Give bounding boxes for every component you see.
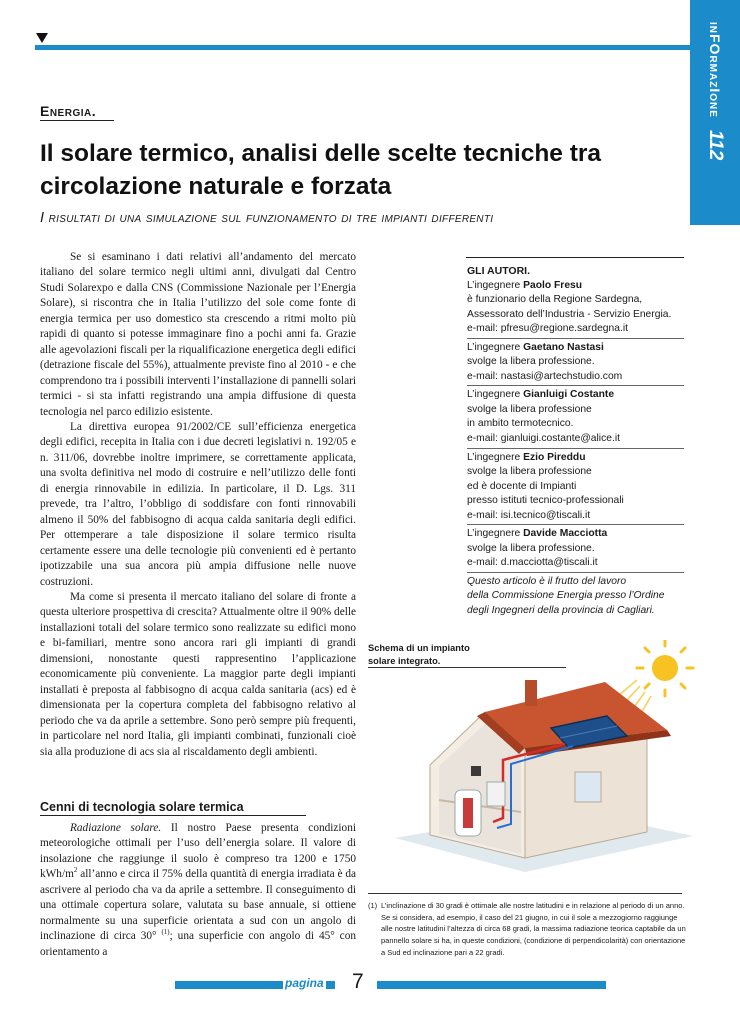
paragraph: La direttiva europea 91/2002/CE sull’efficienza energetica degli edifici, recepita in Italia con i due decreti legislativi n. 192/05 e n. 311/06, dovrebbe inoltre imprimere, se correttamente applicata, una svolta definitiva nel modo di costruire e nell’utilizzo delle fonti di energia rinnovabile in edilizia. In particolare, il D. Lgs. 311 prevede, tra l’altro, l’obbligo di soddisfare con fonti rinnovabili almeno il 50% del fabbisogno di acqua calda sanitaria degli edifici. Per ottemperare a tale disposizione il solare termico risulta certamente essere una delle tecnologie più convenienti ed è pertanto ipotizzabile una sua ancora più ampia diffusione nelle nuove costruzioni. — [40, 420, 356, 588]
author-line: svolge la libera professione — [467, 466, 592, 478]
author-entry: L’ingegnere Gianluigi Costante svolge la libera professione in ambito termotecnico. e-mail: gianluigi.costante@alice.it — [467, 388, 684, 448]
authors-note: Questo articolo è il frutto del lavoro della Commissione Energia presso l’Ordine degli Ingegneri della provincia di Cagliari. — [467, 575, 665, 617]
author-line: svolge la libera professione. — [467, 542, 595, 554]
author-email[interactable]: e-mail: d.macciotta@tiscali.it — [467, 557, 598, 569]
article-title: Il solare termico, analisi delle scelte tecniche tra circolazione naturale e forzata — [40, 140, 602, 200]
author-name: Paolo Fresu — [523, 279, 583, 291]
author-line: è funzionario della Regione Sardegna, — [467, 294, 643, 306]
paragraph: Ma come si presenta il mercato italiano del solare di fronte a questa ulteriore prospettiva di crescita? Attualmente oltre il 90% delle installazioni totali del solare termico sono realizzate su edifici mono e bi-familiari, mentre sono ancora rari gli impianti di grandi dimensioni, nonostante questi rappresentino l’applicazione economicamente più conveniente. La maggior parte degli impianti installati è preposta al fabbisogno di acqua calda sanitaria (acs) ed è dimensionata per la copertura completa del fabbisogno relativo al periodo che va da aprile a settembre. Sono però sempre più frequenti, in particolare nel nord Italia, gli impianti combinati, funzionali cioè sia alla produzione di acs sia al riscaldamento degli ambienti. — [40, 590, 356, 758]
paragraph: Se si esaminano i dati relativi all’andamento del mercato italiano del solare termico negli ultimi anni, divulgati dal Centro Studi Solarexpo e dalla CNS (Commissione Nazionale per l’Energia Solare), si riscontra che in Italia l’utilizzo del sole come fonte di energia termica per uso domestico sta crescendo a ritmi molto più rapidi di quanto si potesse immaginare fino a pochi anni fa. Grazie alle agevolazioni fiscali per la riqualificazione energetica degli edifici (detrazione fiscale del 55%), attualmente previste fino al 2010 - e che comprendono tra i possibili interventi l’installazione di pannelli solari termici - si sta infatti registrando una ampia diffusione di questa tecnologia nel parco edilizio esistente. — [40, 251, 356, 418]
author-line: ed è docente di Impianti — [467, 480, 577, 492]
section-label: Energia. — [40, 103, 114, 121]
triangle-marker-icon — [36, 33, 48, 43]
tab-label: inFOrmazIone — [707, 22, 723, 118]
author-name: Davide Macciotta — [523, 528, 608, 540]
tab-number: 112 — [705, 129, 726, 161]
author-email[interactable]: e-mail: gianluigi.costante@alice.it — [467, 433, 620, 445]
section-subheading: Cenni di tecnologia solare termica — [40, 800, 306, 816]
footer-bar — [377, 981, 606, 989]
author-entry: L’ingegnere Paolo Fresu è funzionario della Regione Sardegna, Assessorato dell’Industria - Servizio Energia. e-mail: pfresu@regione.sardegna.it — [467, 279, 684, 339]
author-name: Gaetano Nastasi — [523, 341, 604, 353]
author-name: Gianluigi Costante — [523, 389, 615, 401]
author-email[interactable]: e-mail: isi.tecnico@tiscali.it — [467, 509, 591, 521]
author-line: presso istituti tecnico-professionali — [467, 495, 624, 507]
solar-house-illustration — [375, 640, 695, 880]
page-number: 7 — [352, 970, 364, 993]
boiler — [487, 782, 505, 806]
body-column-2 — [40, 821, 356, 960]
author-entry: L’ingegnere Ezio Pireddu svolge la libera professione ed è docente di Impianti presso istituti tecnico-professionali e-mail: isi.tecnico@tiscali.it — [467, 451, 684, 526]
author-email[interactable]: e-mail: pfresu@regione.sardegna.it — [467, 323, 628, 335]
body-column — [40, 250, 356, 760]
authors-rule — [466, 257, 684, 258]
footnote-ref[interactable]: (1) — [161, 928, 170, 937]
authors-box — [467, 264, 697, 619]
footnote — [368, 900, 686, 959]
footer-label: pagina — [285, 976, 324, 990]
footnote-text: L’inclinazione di 30 gradi è ottimale alle nostre latitudini e in relazione al periodo di un anno. Se si considera, ad esempio, il caso del 21 giugno, in cui il sole a mezzogiorno raggiunge alle nostre latitudini l’altezza di circa 68 gradi, la massima radiazione teorica captabile da un pannello solare si ha, in queste condizioni, (condizione di perpendicolarità) con orientazione a Sud ed inclinazione pari a 22 gradi. — [381, 901, 686, 957]
author-line: svolge la libera professione. — [467, 356, 595, 368]
authors-heading: GLI AUTORI. — [467, 265, 530, 277]
author-list — [467, 279, 697, 573]
author-entry: L’ingegnere Gaetano Nastasi svolge la libera professione. e-mail: nastasi@artechstudio.com — [467, 341, 684, 387]
author-line: in ambito termotecnico. — [467, 418, 574, 430]
author-line: Assessorato dell’Industria - Servizio Energia. — [467, 308, 672, 320]
controller — [471, 766, 481, 776]
side-tab-label — [690, 0, 740, 225]
author-email[interactable]: e-mail: nastasi@artechstudio.com — [467, 370, 623, 382]
author-name: Ezio Pireddu — [523, 451, 586, 463]
paragraph: Radiazione solare. Il nostro Paese presenta condizioni meteorologiche ottimali per l’uso dell’energia solare. Il valore di insolazione che raggiunge il suolo è compreso tra 1200 e 1750 kWh/$m^2$ all’anno e circa il 75% della quantità di energia irradiata è da ascrivere al periodo cha va da aprile a settembre. Il conseguimento di una ottimale copertura solare, valutata su base annuale, si ottiene normalmente su una superficie orientata a sud con un angolo di inclinazione di circa 30° $^{(1)}$; una superficie con angolo di 45° con orientamento a — [40, 822, 356, 958]
author-entry: L’ingegnere Davide Macciotta svolge la libera professione. e-mail: d.macciotta@tiscali.it — [467, 527, 684, 573]
sun-icon — [637, 640, 693, 696]
footnote-rule — [368, 893, 682, 894]
lead-italic: Radiazione solare. — [70, 822, 162, 834]
footnote-marker: (1) — [368, 901, 378, 910]
figure-caption: Schema di un impianto solare integrato. — [368, 643, 470, 666]
top-rule — [35, 45, 690, 50]
author-line: svolge la libera professione — [467, 403, 592, 415]
chimney — [525, 680, 537, 706]
article-subtitle: I risultati di una simulazione sul funzionamento di tre impianti differenti — [40, 210, 494, 226]
